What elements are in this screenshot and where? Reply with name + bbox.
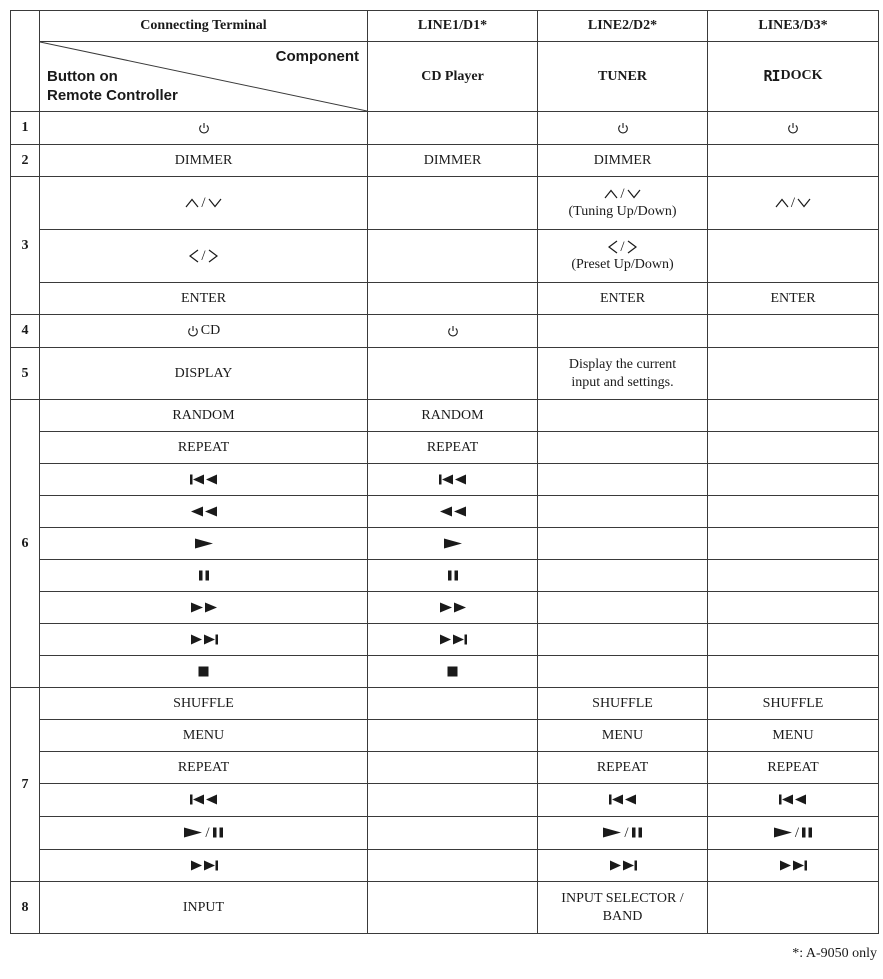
display-note-line2: input and settings. xyxy=(571,374,674,390)
table-row xyxy=(11,145,879,177)
tuner-dimmer-cell: DIMMER xyxy=(538,145,708,177)
slash: / xyxy=(201,247,206,264)
cd-label: CD xyxy=(200,322,221,338)
empty-cell xyxy=(538,315,708,348)
input-selector-line1: INPUT SELECTOR / xyxy=(561,890,684,906)
tuner-shuffle-cell: SHUFFLE xyxy=(538,688,708,720)
empty-cell xyxy=(368,720,538,752)
pause-icon xyxy=(198,570,210,581)
table-row xyxy=(11,177,879,230)
table-row xyxy=(11,592,879,624)
empty-cell xyxy=(708,560,879,592)
terminal-line2-heading: LINE2/D2* xyxy=(538,11,708,42)
tuner-skip-back-cell xyxy=(538,784,708,817)
pause-icon xyxy=(447,570,459,581)
shuffle-button-cell: SHUFFLE xyxy=(40,688,368,720)
skip-forward-icon xyxy=(438,634,468,645)
tuner-power-cell xyxy=(538,112,708,145)
skip-forward-icon xyxy=(778,860,808,871)
up-icon xyxy=(185,198,199,208)
empty-cell xyxy=(538,624,708,656)
empty-cell xyxy=(368,688,538,720)
stop-icon xyxy=(198,666,209,677)
skip-back-button-cell xyxy=(40,464,368,496)
header-row-terminals xyxy=(11,11,879,42)
skip-forward-icon xyxy=(189,860,219,871)
empty-cell xyxy=(538,496,708,528)
skip-back-button-cell xyxy=(40,784,368,817)
row-number: 8 xyxy=(11,882,40,934)
fast-forward-icon xyxy=(190,602,218,613)
skip-forward-button-cell xyxy=(40,850,368,882)
empty-cell xyxy=(538,528,708,560)
tuner-left-right-cell xyxy=(538,230,708,283)
down-icon xyxy=(627,189,641,199)
dock-power-cell xyxy=(708,112,879,145)
cd-power-cell xyxy=(368,315,538,348)
row-number: 2 xyxy=(11,145,40,177)
dock-enter-cell: ENTER xyxy=(708,283,879,315)
empty-cell xyxy=(368,230,538,283)
dock-skip-back-cell xyxy=(708,784,879,817)
empty-cell xyxy=(708,496,879,528)
skip-forward-button-cell xyxy=(40,624,368,656)
row-number: 1 xyxy=(11,112,40,145)
empty-cell xyxy=(708,348,879,400)
component-label: Component xyxy=(275,48,359,65)
table-row xyxy=(11,315,879,348)
power-icon xyxy=(787,122,799,134)
button-label-line1: Button on xyxy=(47,68,118,85)
dock-skip-forward-cell xyxy=(708,850,879,882)
menu-button-cell: MENU xyxy=(40,720,368,752)
empty-cell xyxy=(708,432,879,464)
table-row xyxy=(11,882,879,934)
dimmer-button-cell: DIMMER xyxy=(40,145,368,177)
slash: / xyxy=(205,824,210,841)
cd-random-cell: RANDOM xyxy=(368,400,538,432)
rewind-button-cell xyxy=(40,496,368,528)
play-icon xyxy=(602,827,622,838)
dock-up-down-cell xyxy=(708,177,879,230)
empty-cell xyxy=(368,882,538,934)
fast-forward-button-cell xyxy=(40,592,368,624)
table-row xyxy=(11,432,879,464)
left-icon xyxy=(188,249,199,263)
down-icon xyxy=(797,198,811,208)
tuner-enter-cell: ENTER xyxy=(538,283,708,315)
empty-cell xyxy=(708,624,879,656)
dock-shuffle-cell: SHUFFLE xyxy=(708,688,879,720)
input-button-cell: INPUT xyxy=(40,882,368,934)
slash: / xyxy=(620,238,625,255)
component-tuner: TUNER xyxy=(538,42,708,112)
remote-compatibility-table xyxy=(10,10,879,934)
footnote: *: A-9050 only xyxy=(792,946,877,961)
rewind-icon xyxy=(190,506,218,517)
cd-dimmer-cell: DIMMER xyxy=(368,145,538,177)
empty-cell xyxy=(708,400,879,432)
power-icon xyxy=(447,325,459,337)
cd-repeat-cell: REPEAT xyxy=(368,432,538,464)
slash: / xyxy=(790,194,796,211)
cd-skip-forward-cell xyxy=(368,624,538,656)
tuner-menu-cell: MENU xyxy=(538,720,708,752)
cd-pause-cell xyxy=(368,560,538,592)
slash: / xyxy=(624,824,629,841)
slash: / xyxy=(794,824,800,841)
empty-cell xyxy=(538,656,708,688)
table-row xyxy=(11,624,879,656)
cd-skip-back-cell xyxy=(368,464,538,496)
terminal-line3-heading: LINE3/D3* xyxy=(708,11,879,42)
cd-rewind-cell xyxy=(368,496,538,528)
table-row xyxy=(11,528,879,560)
empty-cell xyxy=(708,882,879,934)
display-note-line1: Display the current xyxy=(568,356,677,372)
empty-cell xyxy=(538,432,708,464)
empty-cell xyxy=(538,592,708,624)
pause-icon xyxy=(212,827,224,838)
right-icon xyxy=(627,240,638,254)
empty-cell xyxy=(368,752,538,784)
table-row xyxy=(11,283,879,315)
table-row xyxy=(11,817,879,850)
stop-icon xyxy=(447,666,458,677)
header-row-components xyxy=(11,42,879,112)
table-row xyxy=(11,230,879,283)
empty-cell xyxy=(538,400,708,432)
power-cd-button-cell xyxy=(40,315,368,348)
left-icon xyxy=(607,240,618,254)
slash: / xyxy=(620,185,625,202)
left-right-button-cell xyxy=(40,230,368,283)
table-row xyxy=(11,400,879,432)
empty-cell xyxy=(708,592,879,624)
empty-cell xyxy=(538,560,708,592)
repeat-button-cell: REPEAT xyxy=(40,432,368,464)
power-button-cell xyxy=(40,112,368,145)
cd-fast-forward-cell xyxy=(368,592,538,624)
table-row xyxy=(11,720,879,752)
display-button-cell: DISPLAY xyxy=(40,348,368,400)
play-icon xyxy=(194,538,214,549)
cd-stop-cell xyxy=(368,656,538,688)
skip-forward-icon xyxy=(189,634,219,645)
button-label-line2: Remote Controller xyxy=(47,87,178,104)
tuner-skip-forward-cell xyxy=(538,850,708,882)
tuner-up-down-cell xyxy=(538,177,708,230)
tuner-input-selector-cell xyxy=(538,882,708,934)
play-icon xyxy=(443,538,463,549)
fast-forward-icon xyxy=(439,602,467,613)
repeat-button-cell: REPEAT xyxy=(40,752,368,784)
pause-icon xyxy=(631,827,643,838)
tuner-play-pause-cell xyxy=(538,817,708,850)
terminal-line1-heading: LINE1/D1* xyxy=(368,11,538,42)
table-row xyxy=(11,464,879,496)
dock-repeat-cell: REPEAT xyxy=(708,752,879,784)
row-number: 4 xyxy=(11,315,40,348)
diagonal-header-cell xyxy=(40,42,368,112)
preset-up-down-note: (Preset Up/Down) xyxy=(571,257,674,273)
pause-icon xyxy=(801,827,813,838)
tuner-display-cell xyxy=(538,348,708,400)
empty-cell xyxy=(368,784,538,817)
table-row xyxy=(11,656,879,688)
empty-cell xyxy=(708,656,879,688)
table-row xyxy=(11,688,879,720)
play-pause-button-cell xyxy=(40,817,368,850)
table-row xyxy=(11,560,879,592)
empty-cell xyxy=(368,283,538,315)
skip-back-icon xyxy=(608,794,638,805)
table-row xyxy=(11,850,879,882)
tuner-repeat-cell: REPEAT xyxy=(538,752,708,784)
row-number: 5 xyxy=(11,348,40,400)
play-button-cell xyxy=(40,528,368,560)
skip-back-icon xyxy=(438,474,468,485)
button-label xyxy=(47,67,178,105)
enter-button-cell: ENTER xyxy=(40,283,368,315)
dock-play-pause-cell xyxy=(708,817,879,850)
table-row xyxy=(11,784,879,817)
empty-cell xyxy=(708,464,879,496)
table-row xyxy=(11,112,879,145)
ri-logo: RI xyxy=(763,66,780,85)
up-icon xyxy=(604,189,618,199)
right-icon xyxy=(208,249,219,263)
empty-cell xyxy=(368,348,538,400)
skip-forward-icon xyxy=(608,860,638,871)
cd-play-cell xyxy=(368,528,538,560)
table-row xyxy=(11,752,879,784)
empty-cell xyxy=(708,528,879,560)
up-down-button-cell xyxy=(40,177,368,230)
rewind-icon xyxy=(439,506,467,517)
table-row xyxy=(11,496,879,528)
dock-label: DOCK xyxy=(780,67,823,83)
input-selector-line2: BAND xyxy=(602,908,643,924)
empty-cell xyxy=(708,145,879,177)
connecting-terminal-heading: Connecting Terminal xyxy=(40,11,368,42)
power-icon xyxy=(198,122,210,134)
skip-back-icon xyxy=(189,794,219,805)
slash: / xyxy=(201,194,206,211)
play-icon xyxy=(773,827,793,838)
row-number: 3 xyxy=(11,177,40,315)
corner-cell xyxy=(11,11,40,112)
component-ri-dock xyxy=(708,42,879,112)
down-icon xyxy=(208,198,222,208)
empty-cell xyxy=(708,315,879,348)
empty-cell xyxy=(368,817,538,850)
stop-button-cell xyxy=(40,656,368,688)
skip-back-icon xyxy=(778,794,808,805)
play-icon xyxy=(183,827,203,838)
empty-cell xyxy=(538,464,708,496)
power-icon xyxy=(617,122,629,134)
component-cd-player: CD Player xyxy=(368,42,538,112)
skip-back-icon xyxy=(189,474,219,485)
empty-cell xyxy=(708,230,879,283)
random-button-cell: RANDOM xyxy=(40,400,368,432)
tuning-up-down-note: (Tuning Up/Down) xyxy=(568,204,677,220)
row-number: 6 xyxy=(11,400,40,688)
up-icon xyxy=(775,198,789,208)
empty-cell xyxy=(368,112,538,145)
power-icon xyxy=(187,325,199,337)
pause-button-cell xyxy=(40,560,368,592)
empty-cell xyxy=(368,177,538,230)
dock-menu-cell: MENU xyxy=(708,720,879,752)
empty-cell xyxy=(368,850,538,882)
row-number: 7 xyxy=(11,688,40,882)
table-row xyxy=(11,348,879,400)
